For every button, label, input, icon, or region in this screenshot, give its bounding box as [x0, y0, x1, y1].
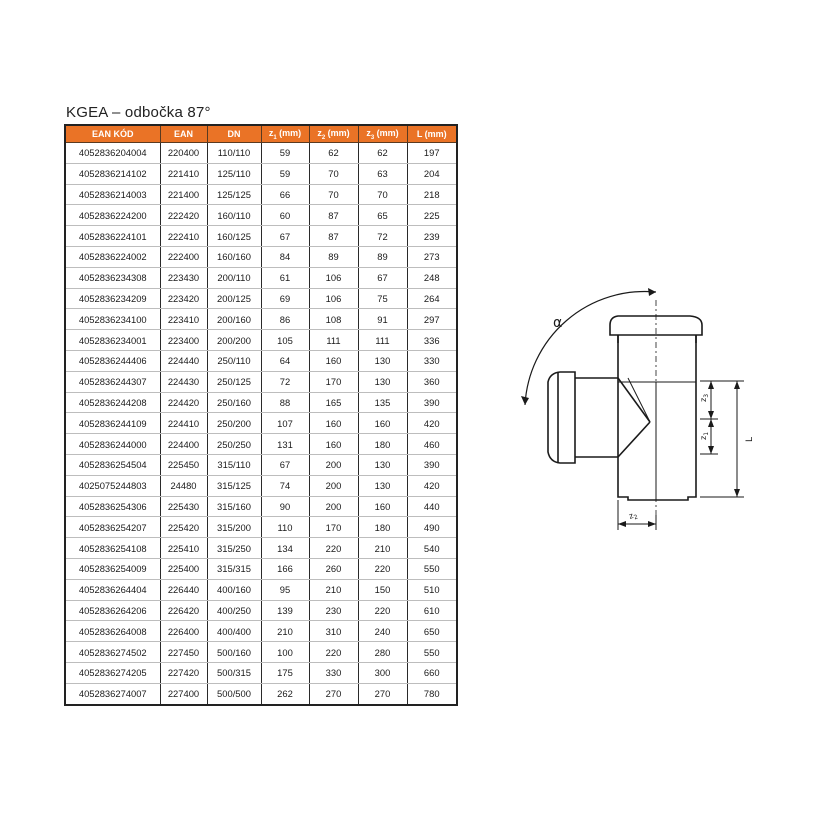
table-cell: 62: [309, 143, 358, 164]
column-header-subscript: 2: [321, 134, 326, 141]
table-cell: 315/110: [207, 454, 261, 475]
z2-label: $z_2$: [627, 510, 639, 522]
table-cell: 650: [407, 621, 457, 642]
table-cell: 4052836234209: [65, 288, 160, 309]
table-cell: 111: [309, 330, 358, 351]
table-cell: 540: [407, 538, 457, 559]
table-cell: 125/125: [207, 184, 261, 205]
table-cell: 70: [309, 163, 358, 184]
table-cell: 4052836254108: [65, 538, 160, 559]
table-cell: 224400: [160, 434, 207, 455]
table-cell: 160/125: [207, 226, 261, 247]
column-header: L (mm): [407, 125, 457, 143]
table-cell: 224440: [160, 350, 207, 371]
table-cell: 225430: [160, 496, 207, 517]
column-header-main: z: [317, 127, 322, 138]
table-row: [65, 558, 457, 579]
table-cell: 125/110: [207, 163, 261, 184]
table-row: [65, 288, 457, 309]
table-cell: 273: [407, 246, 457, 267]
table-cell: 4052836274007: [65, 683, 160, 704]
table-cell: 160: [358, 496, 407, 517]
table-cell: 225410: [160, 538, 207, 559]
table-cell: 550: [407, 558, 457, 579]
table-cell: 166: [261, 558, 309, 579]
table-cell: 420: [407, 413, 457, 434]
table-cell: 65: [358, 205, 407, 226]
table-cell: 200/110: [207, 267, 261, 288]
table-cell: 4052836264206: [65, 600, 160, 621]
table-cell: 224430: [160, 371, 207, 392]
table-cell: 250/250: [207, 434, 261, 455]
table-row: [65, 517, 457, 538]
table-cell: 95: [261, 579, 309, 600]
table-cell: 130: [358, 371, 407, 392]
table-cell: 315/200: [207, 517, 261, 538]
table-cell: 4052836274205: [65, 662, 160, 683]
table-cell: 134: [261, 538, 309, 559]
table-cell: 4052836214102: [65, 163, 160, 184]
spec-table: [64, 124, 458, 706]
table-cell: 227400: [160, 683, 207, 704]
table-cell: 270: [309, 683, 358, 704]
table-cell: 72: [358, 226, 407, 247]
table-cell: 220400: [160, 143, 207, 164]
table-cell: 4052836254009: [65, 558, 160, 579]
fitting-diagram: [505, 280, 765, 540]
table-cell: 315/125: [207, 475, 261, 496]
table-cell: 223420: [160, 288, 207, 309]
table-cell: 160: [358, 413, 407, 434]
table-row: [65, 371, 457, 392]
table-cell: 131: [261, 434, 309, 455]
table-cell: 226440: [160, 579, 207, 600]
table-cell: 250/125: [207, 371, 261, 392]
table-cell: 420: [407, 475, 457, 496]
table-cell: 500/500: [207, 683, 261, 704]
table-cell: 130: [358, 475, 407, 496]
table-cell: 315/315: [207, 558, 261, 579]
table-cell: 4052836244109: [65, 413, 160, 434]
table-cell: 660: [407, 662, 457, 683]
table-cell: 460: [407, 434, 457, 455]
table-cell: 130: [358, 350, 407, 371]
table-cell: 200: [309, 496, 358, 517]
alpha-arc: [525, 291, 656, 405]
table-cell: 225400: [160, 558, 207, 579]
table-row: [65, 642, 457, 663]
table-cell: 74: [261, 475, 309, 496]
table-row: [65, 683, 457, 704]
table-cell: 87: [309, 205, 358, 226]
table-cell: 84: [261, 246, 309, 267]
table-cell: 200/200: [207, 330, 261, 351]
table-cell: 222420: [160, 205, 207, 226]
table-cell: 4052836234001: [65, 330, 160, 351]
z1-label: $z_1$: [699, 431, 710, 440]
table-cell: 264: [407, 288, 457, 309]
table-cell: 270: [358, 683, 407, 704]
table-cell: 336: [407, 330, 457, 351]
table-cell: 227450: [160, 642, 207, 663]
column-header-unit: (mm): [276, 127, 302, 138]
table-cell: 170: [309, 371, 358, 392]
table-cell: 297: [407, 309, 457, 330]
table-cell: 223410: [160, 309, 207, 330]
table-cell: 180: [358, 434, 407, 455]
table-cell: 227420: [160, 662, 207, 683]
table-cell: 204: [407, 163, 457, 184]
table-cell: 67: [261, 454, 309, 475]
table-cell: 150: [358, 579, 407, 600]
table-cell: 60: [261, 205, 309, 226]
table-cell: 226400: [160, 621, 207, 642]
column-header: EAN: [160, 125, 207, 143]
table-cell: 4052836244000: [65, 434, 160, 455]
table-cell: 210: [309, 579, 358, 600]
table-cell: 4052836274502: [65, 642, 160, 663]
table-cell: 130: [358, 454, 407, 475]
table-cell: 300: [358, 662, 407, 683]
table-cell: 67: [261, 226, 309, 247]
table-cell: 330: [309, 662, 358, 683]
table-cell: 225: [407, 205, 457, 226]
table-cell: 69: [261, 288, 309, 309]
table-cell: 223400: [160, 330, 207, 351]
table-cell: 4052836254306: [65, 496, 160, 517]
table-cell: 4052836254207: [65, 517, 160, 538]
branch-socket: [548, 372, 575, 463]
table-cell: 220: [309, 642, 358, 663]
table-cell: 200: [309, 454, 358, 475]
table-cell: 106: [309, 288, 358, 309]
table-cell: 610: [407, 600, 457, 621]
table-cell: 225450: [160, 454, 207, 475]
table-cell: 310: [309, 621, 358, 642]
table-cell: 70: [358, 184, 407, 205]
table-row: [65, 538, 457, 559]
table-cell: 91: [358, 309, 407, 330]
table-cell: 62: [358, 143, 407, 164]
table-cell: 61: [261, 267, 309, 288]
table-cell: 135: [358, 392, 407, 413]
length-label: L: [745, 436, 755, 442]
table-cell: 175: [261, 662, 309, 683]
table-cell: 221400: [160, 184, 207, 205]
table-cell: 111: [358, 330, 407, 351]
table-cell: 226420: [160, 600, 207, 621]
table-cell: 4052836224200: [65, 205, 160, 226]
table-cell: 180: [358, 517, 407, 538]
table-cell: 218: [407, 184, 457, 205]
column-header-main: z: [268, 127, 274, 138]
table-cell: 160/110: [207, 205, 261, 226]
table-cell: 4052836234308: [65, 267, 160, 288]
table-cell: 240: [358, 621, 407, 642]
table-cell: 220: [309, 538, 358, 559]
table-cell: 390: [407, 454, 457, 475]
table-cell: 780: [407, 683, 457, 704]
table-cell: 225420: [160, 517, 207, 538]
table-row: [65, 392, 457, 413]
table-cell: 88: [261, 392, 309, 413]
table-cell: 500/315: [207, 662, 261, 683]
table-cell: 400/250: [207, 600, 261, 621]
table-row: [65, 184, 457, 205]
column-header-unit: (mm): [374, 127, 399, 138]
table-row: [65, 496, 457, 517]
table-cell: 222410: [160, 226, 207, 247]
table-cell: 197: [407, 143, 457, 164]
table-cell: 550: [407, 642, 457, 663]
table-cell: 139: [261, 600, 309, 621]
table-cell: 4052836244208: [65, 392, 160, 413]
table-cell: 230: [309, 600, 358, 621]
table-cell: 108: [309, 309, 358, 330]
table-cell: 400/400: [207, 621, 261, 642]
column-header: [358, 125, 407, 143]
main-pipe-body: [618, 335, 696, 500]
table-cell: 106: [309, 267, 358, 288]
table-cell: 315/250: [207, 538, 261, 559]
table-cell: 260: [309, 558, 358, 579]
table-row: [65, 413, 457, 434]
column-header: EAN KÓD: [65, 125, 160, 143]
table-cell: 500/160: [207, 642, 261, 663]
table-cell: 4052836204004: [65, 143, 160, 164]
table-cell: 222400: [160, 246, 207, 267]
table-cell: 360: [407, 371, 457, 392]
table-cell: 64: [261, 350, 309, 371]
table-row: [65, 205, 457, 226]
table-row: [65, 309, 457, 330]
table-cell: 262: [261, 683, 309, 704]
table-row: [65, 600, 457, 621]
table-cell: 110/110: [207, 143, 261, 164]
table-cell: 440: [407, 496, 457, 517]
column-header: [309, 125, 358, 143]
table-row: [65, 163, 457, 184]
table-row: [65, 454, 457, 475]
table-row: [65, 475, 457, 496]
table-cell: 160: [309, 434, 358, 455]
table-cell: 89: [309, 246, 358, 267]
table-cell: 210: [261, 621, 309, 642]
table-row: [65, 246, 457, 267]
table-cell: 72: [261, 371, 309, 392]
table-row: [65, 330, 457, 351]
table-cell: 105: [261, 330, 309, 351]
table-row: [65, 662, 457, 683]
table-cell: 70: [309, 184, 358, 205]
table-cell: 24480: [160, 475, 207, 496]
table-row: [65, 350, 457, 371]
table-cell: 200/160: [207, 309, 261, 330]
table-row: [65, 621, 457, 642]
table-cell: 210: [358, 538, 407, 559]
table-cell: 221410: [160, 163, 207, 184]
table-cell: 100: [261, 642, 309, 663]
table-cell: 490: [407, 517, 457, 538]
table-cell: 160/160: [207, 246, 261, 267]
table-cell: 224410: [160, 413, 207, 434]
table-cell: 110: [261, 517, 309, 538]
table-cell: 224420: [160, 392, 207, 413]
table-cell: 220: [358, 600, 407, 621]
table-cell: 220: [358, 558, 407, 579]
table-row: [65, 143, 457, 164]
table-row: [65, 267, 457, 288]
table-cell: 59: [261, 163, 309, 184]
column-header-subscript: 1: [273, 134, 277, 141]
table-row: [65, 226, 457, 247]
table-cell: 86: [261, 309, 309, 330]
column-header: [261, 125, 309, 143]
table-cell: 223430: [160, 267, 207, 288]
product-title: KGEA – odbočka 87°: [66, 104, 211, 121]
table-cell: 4052836244406: [65, 350, 160, 371]
z3-label: $z_3$: [699, 393, 710, 402]
table-cell: 510: [407, 579, 457, 600]
column-header-subscript: 3: [370, 134, 375, 141]
table-cell: 200/125: [207, 288, 261, 309]
alpha-label: α: [553, 315, 563, 331]
table-cell: 87: [309, 226, 358, 247]
table-cell: 4025075244803: [65, 475, 160, 496]
table-cell: 200: [309, 475, 358, 496]
table-cell: 248: [407, 267, 457, 288]
table-cell: 390: [407, 392, 457, 413]
table-cell: 90: [261, 496, 309, 517]
table-row: [65, 579, 457, 600]
table-cell: 250/110: [207, 350, 261, 371]
table-cell: 63: [358, 163, 407, 184]
table-cell: 4052836244307: [65, 371, 160, 392]
table-header-row: [65, 125, 457, 143]
table-cell: 315/160: [207, 496, 261, 517]
table-body: [65, 143, 457, 705]
table-row: [65, 434, 457, 455]
table-cell: 4052836254504: [65, 454, 160, 475]
table-cell: 4052836264008: [65, 621, 160, 642]
table-cell: 67: [358, 267, 407, 288]
column-header-unit: (mm): [325, 127, 350, 138]
table-cell: 4052836214003: [65, 184, 160, 205]
table-cell: 330: [407, 350, 457, 371]
table-cell: 160: [309, 413, 358, 434]
table-cell: 66: [261, 184, 309, 205]
table-cell: 4052836264404: [65, 579, 160, 600]
table-cell: 170: [309, 517, 358, 538]
table-cell: 400/160: [207, 579, 261, 600]
table-cell: 239: [407, 226, 457, 247]
column-header: DN: [207, 125, 261, 143]
table-cell: 4052836224002: [65, 246, 160, 267]
table-cell: 280: [358, 642, 407, 663]
table-cell: 160: [309, 350, 358, 371]
table-cell: 107: [261, 413, 309, 434]
table-cell: 59: [261, 143, 309, 164]
table-cell: 75: [358, 288, 407, 309]
column-header-main: z: [366, 127, 371, 138]
table-cell: 165: [309, 392, 358, 413]
table-cell: 4052836234100: [65, 309, 160, 330]
table-cell: 250/200: [207, 413, 261, 434]
table-cell: 89: [358, 246, 407, 267]
table-cell: 4052836224101: [65, 226, 160, 247]
table-cell: 250/160: [207, 392, 261, 413]
